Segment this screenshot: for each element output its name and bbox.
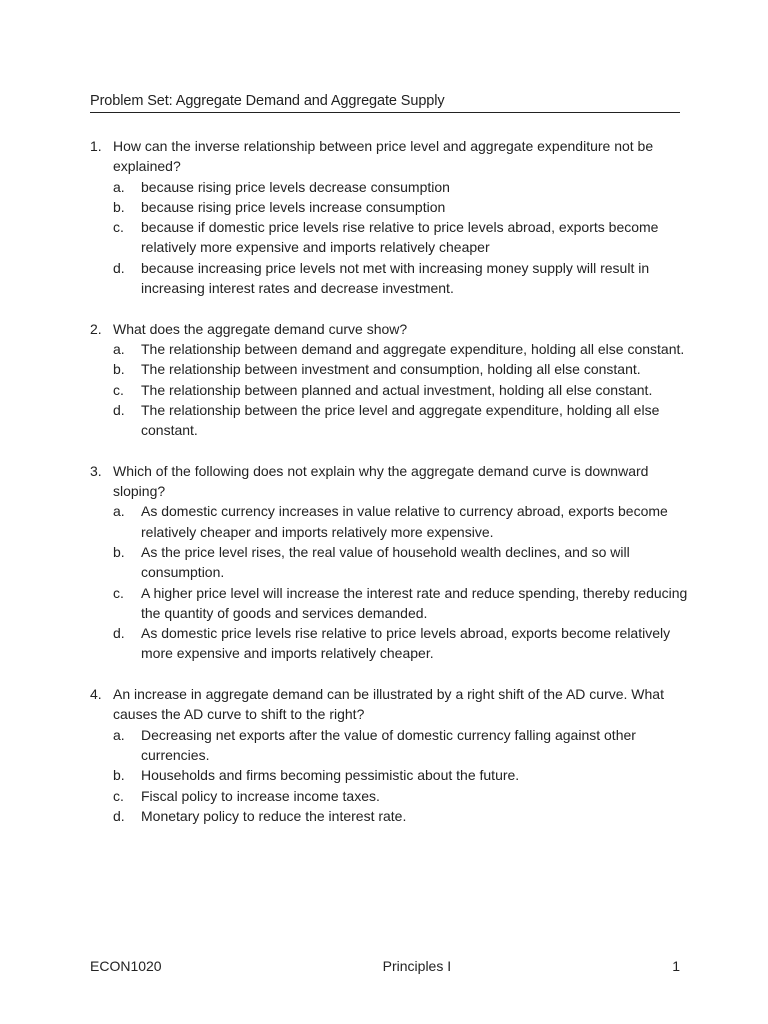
option-text: The relationship between investment and consumption, holding all else constant. bbox=[141, 361, 641, 378]
answer-option bbox=[113, 765, 690, 785]
option-letter: a. bbox=[113, 503, 125, 520]
answer-option bbox=[113, 217, 690, 258]
answer-option bbox=[113, 339, 690, 359]
option-text: As the price level rises, the real value of household wealth declines, and so will consumption. bbox=[141, 543, 630, 581]
answer-options bbox=[90, 339, 690, 440]
answer-option bbox=[113, 400, 690, 441]
footer-course-code: ECON1020 bbox=[90, 958, 162, 974]
question-text: Which of the following does not explain why the aggregate demand curve is downward sloping? bbox=[113, 462, 649, 500]
answer-option bbox=[113, 177, 690, 197]
question-row bbox=[90, 319, 690, 339]
answer-options bbox=[90, 501, 690, 663]
option-text: Households and firms becoming pessimistic about the future. bbox=[141, 767, 520, 784]
option-text: because rising price levels increase consumption bbox=[141, 198, 446, 215]
question-item bbox=[90, 136, 690, 298]
question-item bbox=[90, 461, 690, 664]
option-letter: d. bbox=[113, 625, 125, 642]
option-text: Fiscal policy to increase income taxes. bbox=[141, 787, 380, 804]
answer-options bbox=[90, 177, 690, 299]
answer-option bbox=[113, 786, 690, 806]
option-text: A higher price level will increase the interest rate and reduce spending, thereby reducing the quantity of goods and services demanded. bbox=[141, 584, 688, 621]
answer-option bbox=[113, 380, 690, 400]
question-row bbox=[90, 684, 690, 725]
question-number: 1. bbox=[90, 138, 102, 154]
answer-option bbox=[113, 258, 690, 299]
option-letter: c. bbox=[113, 584, 124, 601]
page-footer bbox=[90, 958, 680, 974]
question-row bbox=[90, 136, 690, 177]
option-letter: b. bbox=[113, 361, 125, 378]
option-letter: c. bbox=[113, 219, 124, 236]
question-text: What does the aggregate demand curve show? bbox=[113, 320, 408, 337]
question-item bbox=[90, 684, 690, 826]
option-letter: c. bbox=[113, 787, 124, 804]
option-text: because if domestic price levels rise relative to price levels abroad, exports become relatively more expensive and imports relatively cheaper bbox=[141, 219, 659, 256]
option-text: because increasing price levels not met with increasing money supply will result in increasing interest rates and decrease investment. bbox=[141, 259, 650, 297]
option-text: because rising price levels decrease consumption bbox=[141, 178, 450, 195]
option-letter: d. bbox=[113, 259, 125, 276]
option-text: The relationship between planned and actual investment, holding all else constant. bbox=[141, 381, 653, 398]
question-number: 4. bbox=[90, 686, 102, 703]
question-text: An increase in aggregate demand can be illustrated by a right shift of the AD curve. What causes the AD curve to shift to the right? bbox=[113, 686, 664, 723]
answer-options bbox=[90, 725, 690, 826]
option-text: The relationship between the price level and aggregate expenditure, holding all else constant. bbox=[141, 401, 660, 439]
question-list bbox=[90, 136, 690, 846]
answer-option bbox=[113, 806, 690, 826]
option-letter: b. bbox=[113, 543, 125, 560]
option-letter: a. bbox=[113, 178, 125, 195]
footer-page-number: 1 bbox=[672, 958, 680, 974]
answer-option bbox=[113, 197, 690, 217]
answer-option bbox=[113, 725, 690, 766]
option-letter: d. bbox=[113, 401, 125, 418]
option-text: As domestic price levels rise relative to price levels abroad, exports become relatively more expensive and imports relatively cheaper. bbox=[141, 625, 671, 662]
option-text: As domestic currency increases in value relative to currency abroad, exports become relatively cheaper and imports relatively more expensive. bbox=[141, 503, 668, 540]
question-text: How can the inverse relationship between price level and aggregate expenditure not be explained? bbox=[113, 138, 654, 175]
option-letter: c. bbox=[113, 381, 124, 398]
question-number: 2. bbox=[90, 320, 102, 337]
option-letter: d. bbox=[113, 807, 125, 824]
question-row bbox=[90, 461, 690, 502]
option-letter: b. bbox=[113, 198, 125, 215]
option-text: Decreasing net exports after the value of domestic currency falling against other currencies. bbox=[141, 726, 636, 763]
option-letter: a. bbox=[113, 726, 125, 743]
answer-option bbox=[113, 501, 690, 542]
answer-option bbox=[113, 623, 690, 664]
option-letter: b. bbox=[113, 767, 125, 784]
answer-option bbox=[113, 583, 690, 624]
question-number: 3. bbox=[90, 462, 102, 479]
option-text: Monetary policy to reduce the interest rate. bbox=[141, 807, 407, 824]
question-item bbox=[90, 319, 690, 441]
page-title: Problem Set: Aggregate Demand and Aggregate Supply bbox=[90, 93, 680, 113]
answer-option bbox=[113, 542, 690, 583]
option-letter: a. bbox=[113, 340, 125, 357]
footer-course-name: Principles I bbox=[382, 958, 452, 974]
option-text: The relationship between demand and aggregate expenditure, holding all else constant. bbox=[141, 340, 685, 357]
answer-option bbox=[113, 359, 690, 379]
